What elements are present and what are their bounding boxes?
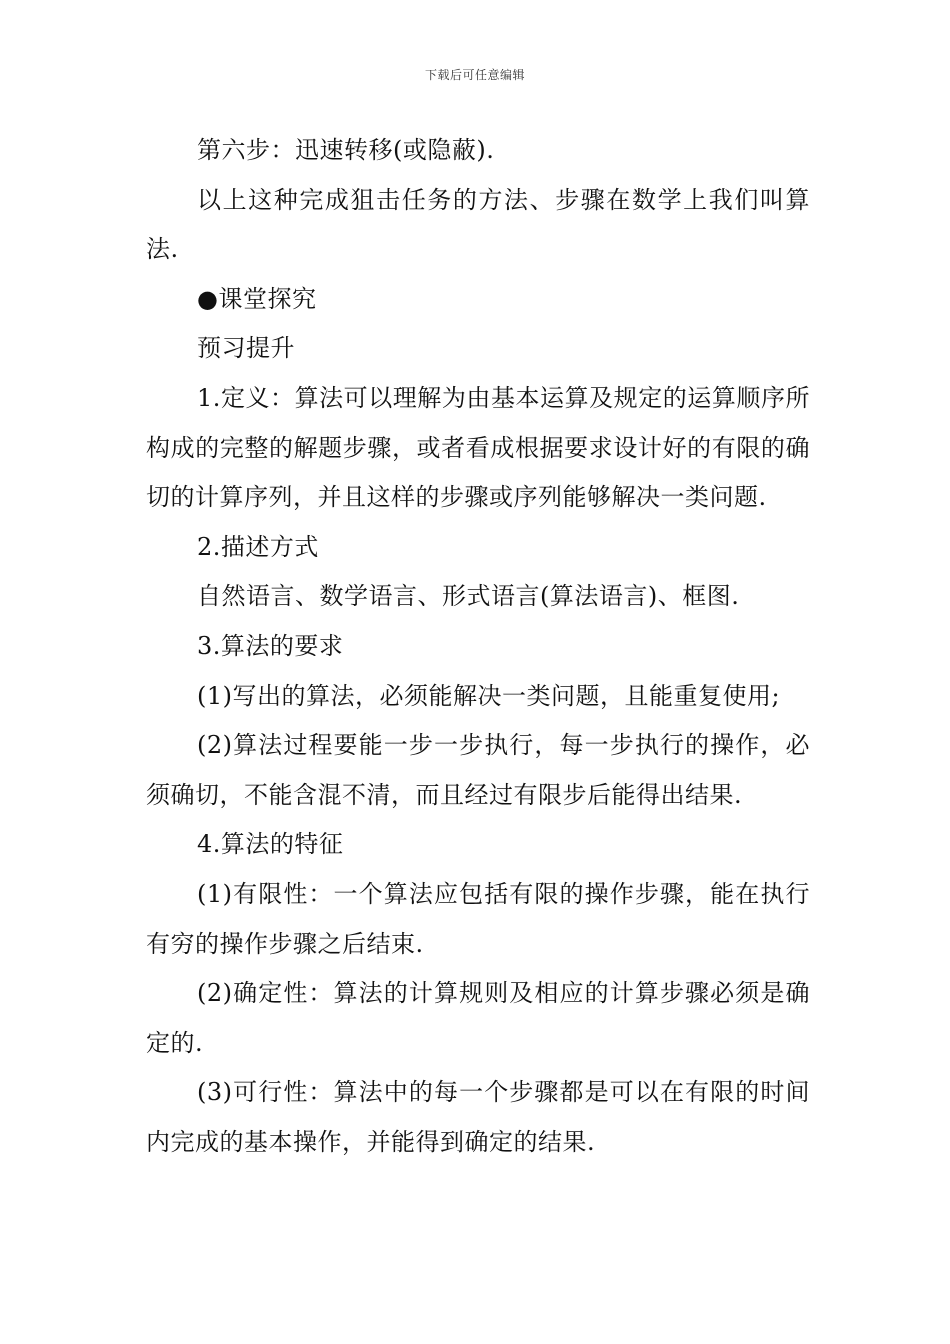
heading-algorithm-features: 4.算法的特征: [197, 830, 344, 859]
paragraph-feature-definiteness: (2)确定性：算法的计算规则及相应的计算步骤必须是确定的.: [146, 979, 810, 1057]
section-heading-classroom-inquiry: ●课堂探究: [197, 284, 317, 313]
subheading-preview: 预习提升: [197, 334, 295, 363]
document-body: [146, 126, 810, 1167]
paragraph-step-six: 第六步：迅速转移(或隐蔽).: [197, 136, 495, 164]
paragraph-requirement-1: (1)写出的算法，必须能解决一类问题，且能重复使用;: [197, 681, 781, 710]
paragraph-description-methods: 自然语言、数学语言、形式语言(算法语言)、框图.: [197, 582, 740, 611]
paragraph-requirement-2: (2)算法过程要能一步一步执行，每一步执行的操作，必须确切，不能含混不清，而且经过有限步后能得出结果.: [146, 731, 810, 809]
paragraph-feature-finiteness: (1)有限性：一个算法应包括有限的操作步骤，能在执行有穷的操作步骤之后结束.: [146, 879, 810, 958]
paragraph-feature-feasibility: (3)可行性：算法中的每一个步骤都是可以在有限的时间内完成的基本操作，并能得到确定的结果.: [146, 1078, 810, 1156]
paragraph-definition: 1.定义：算法可以理解为由基本运算及规定的运算顺序所构成的完整的解题步骤，或者看成根据要求设计好的有限的确切的计算序列，并且这样的步骤或序列能够解决一类问题.: [146, 383, 810, 512]
paragraph-algorithm-intro: 以上这种完成狙击任务的方法、步骤在数学上我们叫算法.: [146, 185, 810, 264]
heading-description-methods: 2.描述方式: [197, 532, 319, 561]
header-note: 下载后可任意编辑: [424, 68, 525, 82]
heading-algorithm-requirements: 3.算法的要求: [197, 631, 344, 660]
